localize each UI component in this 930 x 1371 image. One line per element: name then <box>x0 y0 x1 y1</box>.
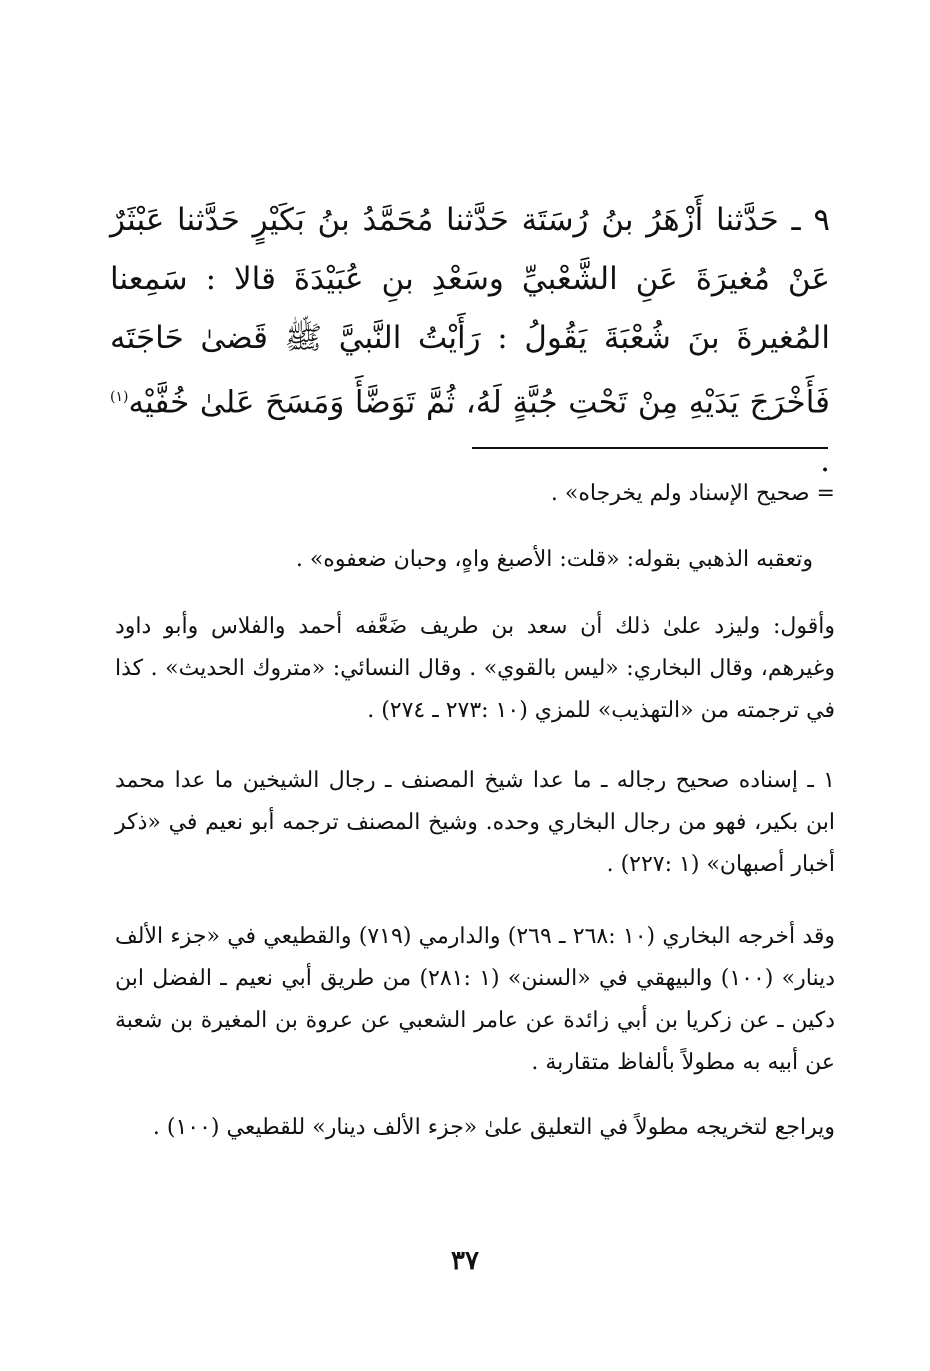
hadith-end: . <box>820 443 830 480</box>
footnote-divider <box>472 447 828 449</box>
footnote-dhahabi: وتعقبه الذهبي بقوله: «قلت: الأصبغ واهٍ، وحبان ضعفوه» . <box>295 547 813 572</box>
hadith-text: ٩ ـ حَدَّثنا أَزْهَرُ بنُ رُسَتَة حَدَّثنا مُحَمَّدُ بنُ بَكَيْرٍ حَدَّثنا عَبْثَرٌ عَنْ مُغيرَةَ عَنِ الشَّعْبيِّ وسَعْدِ بنِ عُبَيْدَةَ قالا : سَمِعنا المُغيرةَ بنَ شُعْبَةَ يَقُولُ : رَأَيْتُ النَّبيَّ ﷺ قَضىٰ حَاجَتَه فَأَخْرَجَ يَدَيْهِ مِنْ تَحْتِ جُبَّةٍ لَهُ، ثُمَّ تَوَضَّأَ وَمَسَحَ عَلىٰ خُفَّيْه <box>110 202 830 421</box>
footnote-aqul: وأقول: وليزد علىٰ ذلك أن سعد بن طريف ضَعَّفه أحمد والفلاس وأبو داود وغيرهم، وقال البخاري: «ليس بالقوي» . وقال النسائي: «متروك الحديث» . كذا في ترجمته من «التهذيب» للمزي (١٠ :٢٧٣ ـ ٢٧٤) . <box>115 614 835 723</box>
footnote-yuraja: ويراجع لتخريجه مطولاً في التعليق علىٰ «جزء الألف دينار» للقطيعي (١٠٠) . <box>152 1115 835 1140</box>
footnote-reference: (١) <box>110 389 129 405</box>
footnotes-section <box>115 472 835 1150</box>
footnote-one: ١ ـ إسناده صحيح رجاله ـ ما عدا شيخ المصنف ـ رجال الشيخين ما عدا محمد ابن بكير، فهو من رجال البخاري وحده. وشيخ المصنف ترجمه أبو نعيم في «ذكر أخبار أصبهان» (١ :٢٢٧) . <box>115 768 835 877</box>
footnote-continuation: = صحيح الإسناد ولم يخرجاه» . <box>550 481 835 506</box>
page-number: ٣٧ <box>451 1246 479 1276</box>
footnote-takhrij: وقد أخرجه البخاري (١٠ :٢٦٨ ـ ٢٦٩) والدارمي (٧١٩) والقطيعي في «جزء الألف دينار» (١٠٠) والبيهقي في «السنن» (١ :٢٨١) من طريق أبي نعيم ـ الفضل ابن دكين ـ عن زكريا بن أبي زائدة عن عامر الشعبي عن عروة بن المغيرة بن شعبة عن أبيه به مطولاً بألفاظ متقاربة . <box>115 924 836 1075</box>
